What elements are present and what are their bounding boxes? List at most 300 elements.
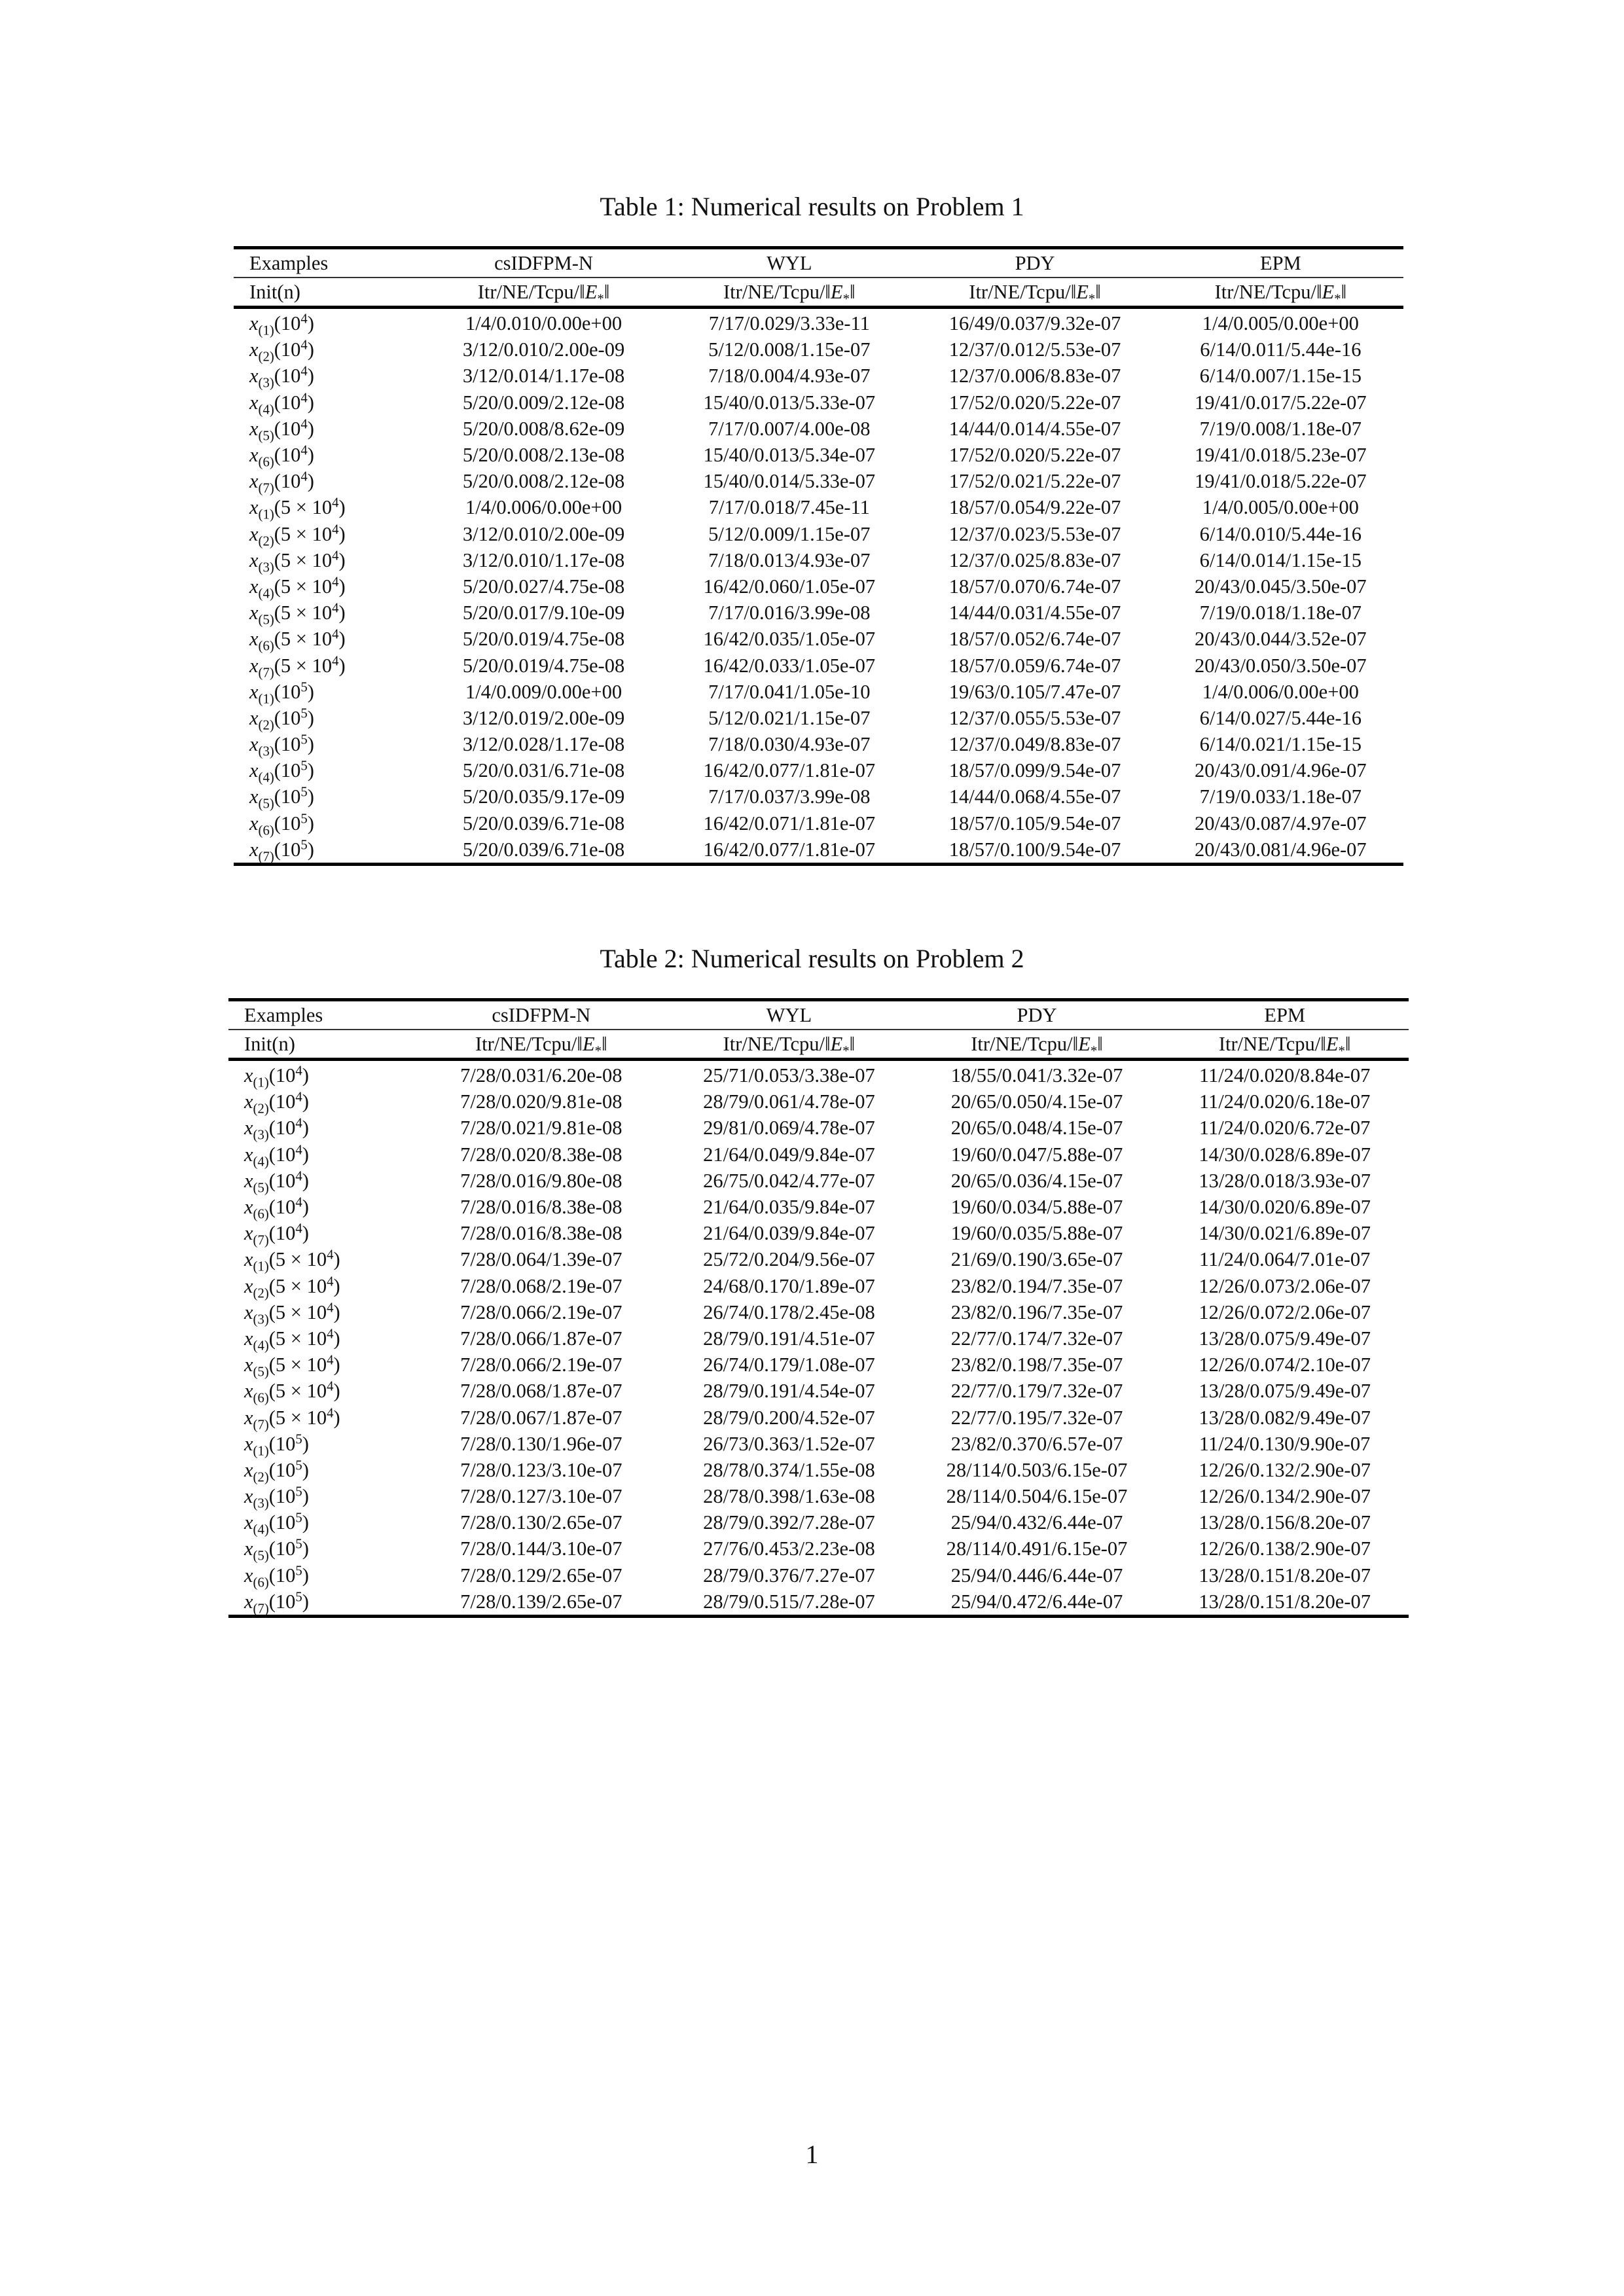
header-metric-label: Itr/$NE/Tcpu/‖E_*‖$ — [665, 1030, 913, 1060]
result-cell-csidfpm-n: 5/20/0.031/6.71e-08 — [462, 759, 625, 782]
result-cell-pdy: 18/57/0.099/9.54e-07 — [948, 759, 1121, 782]
init-point-index: (1) — [258, 691, 274, 706]
table-row — [234, 626, 1403, 652]
result-cell-pdy: 18/57/0.059/6.74e-07 — [948, 654, 1121, 677]
header-method-wyl: WYL — [665, 1000, 913, 1030]
init-point-cell: $x_{(6)}(5 \times 10^4)$ — [249, 627, 346, 654]
dimension-exponent: 5 — [295, 1590, 302, 1605]
result-cell-csidfpm-n: 3/12/0.019/2.00e-09 — [462, 706, 625, 729]
init-point-index: (2) — [253, 1285, 269, 1300]
result-cell-pdy: 14/44/0.031/4.55e-07 — [948, 601, 1121, 624]
dimension-multiplier: 5 × — [275, 1274, 307, 1297]
table-row — [228, 1588, 1409, 1617]
init-point-symbol: x — [249, 680, 259, 703]
init-point-index-value: 3 — [262, 560, 270, 575]
result-cell-pdy: 17/52/0.021/5.22e-07 — [948, 470, 1121, 493]
result-cell-csidfpm-n: 7/28/0.068/2.19e-07 — [460, 1274, 623, 1297]
result-cell-wyl: 25/72/0.204/9.56e-07 — [703, 1248, 875, 1271]
table-row — [234, 731, 1403, 757]
init-point-index: (1) — [253, 1075, 269, 1090]
header-init-n: Init(n) — [228, 1030, 417, 1060]
metric-norm-subscript: * — [1090, 1044, 1098, 1059]
result-cell-csidfpm-n: 3/12/0.010/2.00e-09 — [462, 338, 625, 361]
init-point-cell: $x_{(3)}(5 \times 10^4)$ — [244, 1300, 340, 1327]
init-point-cell: $x_{(2)}(10^4)$ — [244, 1090, 309, 1117]
init-point-cell: $x_{(1)}(5 \times 10^4)$ — [244, 1248, 340, 1274]
result-cell-epm: 13/28/0.156/8.20e-07 — [1199, 1511, 1371, 1534]
init-point-index-value: 2 — [262, 533, 270, 548]
result-cell-pdy: 21/69/0.190/3.65e-07 — [950, 1248, 1123, 1271]
init-point-index: (4) — [258, 586, 274, 601]
init-point-index-value: 2 — [257, 1102, 264, 1117]
init-point-symbol: x — [244, 1354, 253, 1376]
dimension-base: 10 — [306, 1327, 327, 1350]
dimension-exponent: 4 — [295, 1169, 302, 1184]
init-point-symbol: x — [249, 470, 259, 493]
init-point-index-value: 7 — [262, 665, 270, 680]
init-point-cell: $x_{(3)}(10^4)$ — [244, 1117, 309, 1143]
table-row — [234, 416, 1403, 442]
dimension-exponent: 4 — [295, 1221, 302, 1236]
result-cell-epm: 11/24/0.020/8.84e-07 — [1199, 1064, 1371, 1087]
result-cell-epm: 6/14/0.010/5.44e-16 — [1199, 522, 1362, 545]
header-row-metrics — [228, 1030, 1409, 1060]
table-row — [234, 783, 1403, 810]
result-cell-epm: 7/19/0.018/1.18e-07 — [1199, 601, 1362, 624]
result-cell-pdy: 28/114/0.503/6.15e-07 — [946, 1458, 1128, 1481]
result-cell-wyl: 28/79/0.191/4.54e-07 — [703, 1380, 875, 1403]
dimension-multiplier: 5 × — [280, 628, 312, 651]
result-cell-pdy: 12/37/0.025/8.83e-07 — [948, 548, 1121, 571]
init-point-index-value: 5 — [257, 1365, 264, 1380]
result-cell-wyl: 5/12/0.008/1.15e-07 — [708, 338, 871, 361]
header-metric-label: Itr/$NE/Tcpu/‖E_*‖$ — [913, 1030, 1161, 1060]
result-cell-epm: 6/14/0.011/5.44e-16 — [1200, 338, 1362, 361]
result-cell-csidfpm-n: 7/28/0.020/8.38e-08 — [460, 1143, 623, 1166]
metric-norm-subscript: * — [842, 1044, 850, 1059]
init-point-symbol: x — [249, 759, 259, 782]
result-cell-pdy: 28/114/0.491/6.15e-07 — [946, 1537, 1128, 1560]
result-cell-pdy: 18/57/0.105/9.54e-07 — [948, 812, 1121, 834]
result-cell-pdy: 12/37/0.023/5.53e-07 — [948, 522, 1121, 545]
metric-norm-subscript: * — [1334, 292, 1341, 307]
init-point-index-value: 1 — [257, 1259, 264, 1274]
result-cell-epm: 1/4/0.006/0.00e+00 — [1202, 680, 1359, 703]
init-point-cell: $x_{(7)}(5 \times 10^4)$ — [249, 654, 346, 680]
table-1-numerical-results-problem-1 — [234, 246, 1403, 866]
init-point-symbol: x — [249, 391, 259, 414]
dimension-base: 10 — [275, 1169, 296, 1192]
result-cell-wyl: 7/17/0.018/7.45e-11 — [708, 496, 870, 519]
result-cell-csidfpm-n: 7/28/0.066/2.19e-07 — [460, 1354, 623, 1376]
header-init-n: Init(n) — [234, 278, 421, 308]
table-row — [234, 468, 1403, 494]
init-point-index: (5) — [253, 1549, 269, 1564]
result-cell-epm: 1/4/0.005/0.00e+00 — [1202, 312, 1359, 335]
result-cell-csidfpm-n: 7/28/0.067/1.87e-07 — [460, 1406, 623, 1429]
result-cell-csidfpm-n: 5/20/0.008/8.62e-09 — [462, 417, 625, 440]
result-cell-epm: 13/28/0.018/3.93e-07 — [1199, 1169, 1371, 1192]
result-cell-csidfpm-n: 5/20/0.039/6.71e-08 — [421, 836, 666, 865]
result-cell-wyl: 15/40/0.013/5.33e-07 — [703, 391, 876, 414]
init-point-symbol: x — [244, 1564, 253, 1587]
init-point-cell: $x_{(4)}(10^5)$ — [249, 759, 314, 785]
init-point-index: (3) — [253, 1496, 269, 1511]
table-row — [228, 1088, 1409, 1115]
result-cell-wyl: 7/17/0.007/4.00e-08 — [708, 417, 871, 440]
result-cell-csidfpm-n: 3/12/0.028/1.17e-08 — [462, 733, 625, 756]
dimension-multiplier: 5 × — [280, 654, 312, 677]
result-cell-pdy: 19/60/0.047/5.88e-07 — [950, 1143, 1123, 1166]
init-point-index: (6) — [253, 1575, 269, 1590]
result-cell-csidfpm-n: 5/20/0.009/2.12e-08 — [462, 391, 625, 414]
init-point-symbol: x — [244, 1222, 253, 1245]
init-point-cell: $x_{(1)}(10^4)$ — [249, 312, 314, 338]
init-point-index-value: 2 — [257, 1470, 264, 1485]
init-point-index: (3) — [253, 1128, 269, 1143]
init-point-index: (7) — [253, 1602, 269, 1617]
table-row — [234, 547, 1403, 573]
table-2-caption: Table 2: Numerical results on Problem 2 — [600, 944, 1024, 973]
result-cell-wyl: 21/64/0.049/9.84e-07 — [703, 1143, 875, 1166]
result-cell-epm: 13/28/0.082/9.49e-07 — [1199, 1406, 1371, 1429]
init-point-index-value: 6 — [262, 823, 270, 838]
table-row — [228, 1457, 1409, 1483]
result-cell-csidfpm-n: 7/28/0.130/2.65e-07 — [460, 1511, 623, 1534]
dimension-exponent: 5 — [295, 1432, 302, 1447]
init-point-cell: $x_{(5)}(5 \times 10^4)$ — [249, 601, 346, 628]
init-point-index-value: 5 — [262, 429, 270, 444]
metric-label-prefix: Itr/NE/Tcpu/ — [477, 281, 580, 303]
metric-norm-symbol: E — [585, 281, 598, 303]
dimension-multiplier: 5 × — [280, 496, 312, 519]
dimension-exponent: 4 — [332, 548, 339, 564]
dimension-base: 10 — [280, 391, 301, 414]
dimension-exponent: 4 — [295, 1090, 302, 1105]
dimension-exponent: 4 — [295, 1195, 302, 1210]
result-cell-pdy: 18/57/0.054/9.22e-07 — [948, 496, 1121, 519]
header-method-epm: EPM — [1158, 248, 1403, 278]
init-point-index: (7) — [253, 1417, 269, 1432]
dimension-multiplier: 5 × — [280, 601, 312, 624]
metric-label-prefix: Itr/NE/Tcpu/ — [723, 1033, 825, 1055]
init-point-index: (4) — [253, 1522, 269, 1537]
header-examples: Examples — [228, 1000, 417, 1030]
dimension-exponent: 4 — [300, 417, 308, 432]
result-cell-wyl: 21/64/0.035/9.84e-07 — [703, 1196, 875, 1219]
init-point-symbol: x — [244, 1380, 253, 1403]
dimension-exponent: 5 — [300, 759, 308, 774]
metric-label-prefix: Itr/NE/Tcpu/ — [1214, 281, 1316, 303]
init-point-cell: $x_{(1)}(10^4)$ — [244, 1064, 309, 1090]
result-cell-pdy: 19/60/0.035/5.88e-07 — [950, 1222, 1123, 1245]
init-point-index: (4) — [258, 402, 274, 417]
dimension-exponent: 4 — [332, 601, 339, 616]
init-point-index: (1) — [258, 323, 274, 338]
result-cell-wyl: 28/79/0.200/4.52e-07 — [703, 1406, 875, 1429]
init-point-index: (6) — [253, 1391, 269, 1406]
result-cell-csidfpm-n: 1/4/0.006/0.00e+00 — [465, 496, 623, 519]
table-row — [234, 652, 1403, 678]
dimension-exponent: 4 — [332, 496, 339, 511]
dimension-base: 10 — [306, 1300, 327, 1323]
init-point-index-value: 3 — [262, 744, 270, 759]
init-point-symbol: x — [249, 365, 259, 387]
dimension-exponent: 4 — [327, 1327, 334, 1342]
dimension-exponent: 4 — [295, 1143, 302, 1158]
init-point-index: (4) — [253, 1154, 269, 1169]
header-metric-label: Itr/$NE/Tcpu/‖E_*‖$ — [912, 278, 1157, 308]
init-point-index-value: 6 — [262, 455, 270, 470]
result-cell-pdy: 25/94/0.432/6.44e-07 — [950, 1511, 1123, 1534]
result-cell-csidfpm-n: 5/20/0.039/6.71e-08 — [462, 812, 625, 834]
result-cell-csidfpm-n: 7/28/0.127/3.10e-07 — [460, 1485, 623, 1508]
init-point-cell: $x_{(1)}(10^5)$ — [244, 1432, 309, 1458]
result-cell-wyl: 16/42/0.033/1.05e-07 — [703, 654, 876, 677]
dimension-base: 10 — [312, 522, 333, 545]
dimension-exponent: 4 — [327, 1406, 334, 1421]
metric-label-prefix: Itr/NE/Tcpu/ — [971, 1033, 1073, 1055]
init-point-symbol: x — [244, 1143, 253, 1166]
result-cell-csidfpm-n: 5/20/0.017/9.10e-09 — [462, 601, 625, 624]
dimension-base: 10 — [280, 733, 301, 756]
init-point-index: (5) — [258, 429, 274, 444]
result-cell-pdy: 22/77/0.174/7.32e-07 — [950, 1327, 1123, 1350]
metric-label-prefix: Itr/NE/Tcpu/ — [475, 1033, 577, 1055]
init-point-index: (7) — [258, 665, 274, 680]
table-row — [234, 810, 1403, 836]
init-point-symbol: x — [249, 628, 259, 651]
dimension-multiplier: 5 × — [275, 1327, 307, 1350]
dimension-base: 10 — [275, 1222, 296, 1245]
dimension-base: 10 — [275, 1432, 296, 1455]
init-point-index: (5) — [253, 1181, 269, 1196]
dimension-exponent: 4 — [327, 1248, 334, 1263]
init-point-cell: $x_{(3)}(5 \times 10^4)$ — [249, 548, 346, 575]
result-cell-wyl: 25/71/0.053/3.38e-07 — [703, 1064, 875, 1087]
result-cell-epm: 12/26/0.134/2.90e-07 — [1199, 1485, 1371, 1508]
result-cell-epm: 6/14/0.007/1.15e-15 — [1199, 365, 1362, 387]
header-metric-label: Itr/$NE/Tcpu/‖E_*‖$ — [417, 1030, 665, 1060]
result-cell-pdy: 17/52/0.020/5.22e-07 — [948, 391, 1121, 414]
dimension-base: 10 — [275, 1064, 296, 1087]
init-point-index-value: 6 — [257, 1207, 264, 1222]
init-point-index-value: 1 — [262, 507, 270, 522]
result-cell-csidfpm-n: 7/28/0.016/8.38e-08 — [460, 1222, 623, 1245]
init-point-index-value: 1 — [257, 1075, 264, 1090]
result-cell-wyl: 7/17/0.029/3.33e-11 — [708, 312, 870, 335]
result-cell-csidfpm-n: 7/28/0.130/1.96e-07 — [460, 1432, 623, 1455]
result-cell-wyl: 26/74/0.179/1.08e-07 — [703, 1354, 875, 1376]
result-cell-epm: 14/30/0.028/6.89e-07 — [1199, 1143, 1371, 1166]
dimension-exponent: 5 — [295, 1564, 302, 1579]
result-cell-csidfpm-n: 1/4/0.010/0.00e+00 — [465, 312, 623, 335]
result-cell-csidfpm-n: 7/28/0.031/6.20e-08 — [460, 1064, 623, 1087]
init-point-symbol: x — [249, 812, 259, 834]
init-point-index-value: 5 — [257, 1181, 264, 1196]
result-cell-pdy: 12/37/0.006/8.83e-07 — [948, 365, 1121, 387]
init-point-index: (2) — [253, 1470, 269, 1485]
result-cell-epm: 6/14/0.021/1.15e-15 — [1199, 733, 1362, 756]
dimension-base: 10 — [275, 1511, 296, 1534]
table-row — [234, 600, 1403, 626]
init-point-cell: $x_{(7)}(10^5)$ — [234, 836, 421, 865]
result-cell-pdy: 18/57/0.100/9.54e-07 — [912, 836, 1157, 865]
dimension-exponent: 4 — [332, 522, 339, 537]
init-point-symbol: x — [244, 1327, 253, 1350]
result-cell-wyl: 7/18/0.004/4.93e-07 — [708, 365, 871, 387]
result-cell-wyl: 29/81/0.069/4.78e-07 — [703, 1117, 875, 1139]
metric-norm-subscript: * — [1338, 1044, 1345, 1059]
init-point-symbol: x — [244, 1485, 253, 1508]
result-cell-pdy: 12/37/0.012/5.53e-07 — [948, 338, 1121, 361]
init-point-index: (7) — [258, 481, 274, 496]
result-cell-epm: 13/28/0.075/9.49e-07 — [1199, 1380, 1371, 1403]
init-point-index: (6) — [258, 455, 274, 470]
table-row — [228, 1378, 1409, 1404]
result-cell-wyl: 7/17/0.016/3.99e-08 — [708, 601, 871, 624]
init-point-index: (4) — [253, 1338, 269, 1354]
init-point-symbol: x — [244, 1248, 253, 1271]
result-cell-wyl: 5/12/0.021/1.15e-07 — [708, 706, 871, 729]
dimension-base: 10 — [275, 1090, 296, 1113]
result-cell-epm: 14/30/0.020/6.89e-07 — [1199, 1196, 1371, 1219]
init-point-index: (3) — [253, 1312, 269, 1327]
result-cell-pdy: 22/77/0.179/7.32e-07 — [950, 1380, 1123, 1403]
init-point-index-value: 4 — [257, 1154, 264, 1169]
dimension-base: 10 — [306, 1248, 327, 1271]
table-row — [228, 1352, 1409, 1378]
table-row — [234, 494, 1403, 520]
dimension-multiplier: 5 × — [275, 1248, 307, 1271]
result-cell-wyl: 16/42/0.077/1.81e-07 — [703, 759, 876, 782]
init-point-index-value: 4 — [257, 1522, 264, 1537]
init-point-index-value: 2 — [262, 718, 270, 733]
result-cell-csidfpm-n: 5/20/0.008/2.12e-08 — [462, 470, 625, 493]
header-row-methods — [234, 248, 1403, 278]
dimension-base: 10 — [312, 628, 333, 651]
dimension-exponent: 4 — [300, 391, 308, 406]
init-point-index-value: 5 — [262, 797, 270, 812]
result-cell-pdy: 20/65/0.048/4.15e-07 — [950, 1117, 1123, 1139]
init-point-index-value: 4 — [262, 770, 270, 785]
init-point-symbol: x — [249, 338, 259, 361]
init-point-cell: $x_{(2)}(10^5)$ — [249, 706, 314, 733]
init-point-index-value: 1 — [262, 691, 270, 706]
table-row — [228, 1535, 1409, 1562]
init-point-symbol: x — [244, 1274, 253, 1297]
init-point-cell: $x_{(1)}(5 \times 10^4)$ — [249, 496, 346, 522]
metric-label-prefix: Itr/NE/Tcpu/ — [969, 281, 1071, 303]
table-row — [228, 1483, 1409, 1509]
dimension-exponent: 4 — [327, 1353, 334, 1368]
table-row — [228, 1404, 1409, 1430]
dimension-base: 10 — [312, 654, 333, 677]
result-cell-wyl: 16/42/0.060/1.05e-07 — [703, 575, 876, 598]
metric-norm-symbol: E — [1078, 1033, 1091, 1055]
init-point-symbol: x — [249, 733, 259, 756]
table-row — [228, 1431, 1409, 1457]
result-cell-csidfpm-n: 5/20/0.035/9.17e-09 — [462, 785, 625, 808]
result-cell-epm: 20/43/0.081/4.96e-07 — [1158, 836, 1403, 865]
result-cell-wyl: 28/79/0.061/4.78e-07 — [703, 1090, 875, 1113]
header-row-metrics — [234, 278, 1403, 308]
table-row — [234, 573, 1403, 600]
init-point-cell: $x_{(6)}(5 \times 10^4)$ — [244, 1379, 340, 1406]
init-point-symbol: x — [249, 601, 259, 624]
init-point-index-value: 3 — [257, 1312, 264, 1327]
init-point-symbol: x — [249, 706, 259, 729]
init-point-index: (7) — [253, 1233, 269, 1248]
init-point-symbol: x — [244, 1458, 253, 1481]
result-cell-epm: 19/41/0.018/5.22e-07 — [1195, 470, 1367, 493]
init-point-cell: $x_{(6)}(10^5)$ — [249, 812, 314, 838]
init-point-index-value: 3 — [262, 376, 270, 391]
result-cell-wyl: 7/17/0.037/3.99e-08 — [708, 785, 871, 808]
result-cell-wyl: 28/79/0.392/7.28e-07 — [703, 1511, 875, 1534]
result-cell-pdy: 19/60/0.034/5.88e-07 — [950, 1196, 1123, 1219]
dimension-exponent: 5 — [300, 732, 308, 747]
result-cell-epm: 12/26/0.074/2.10e-07 — [1199, 1354, 1371, 1376]
table-1-caption: Table 1: Numerical results on Problem 1 — [600, 192, 1024, 221]
header-method-wyl: WYL — [666, 248, 912, 278]
init-point-index-value: 1 — [257, 1443, 264, 1458]
result-cell-wyl: 24/68/0.170/1.89e-07 — [703, 1274, 875, 1297]
dimension-multiplier: 5 × — [275, 1354, 307, 1376]
dimension-base: 10 — [306, 1274, 327, 1297]
dimension-base: 10 — [280, 312, 301, 335]
result-cell-csidfpm-n: 5/20/0.019/4.75e-08 — [462, 628, 625, 651]
result-cell-pdy: 17/52/0.020/5.22e-07 — [948, 444, 1121, 467]
init-point-index-value: 4 — [262, 586, 270, 601]
table-row — [234, 442, 1403, 468]
dimension-exponent: 5 — [300, 838, 308, 853]
metric-norm-symbol: E — [831, 281, 843, 303]
table-row — [228, 1325, 1409, 1352]
result-cell-pdy: 18/57/0.070/6.74e-07 — [948, 575, 1121, 598]
table-row — [234, 363, 1403, 389]
header-method-pdy: PDY — [913, 1000, 1161, 1030]
init-point-index: (6) — [258, 639, 274, 654]
init-point-index: (4) — [258, 770, 274, 785]
header-method-epm: EPM — [1161, 1000, 1409, 1030]
init-point-index: (5) — [258, 613, 274, 628]
init-point-index: (5) — [253, 1365, 269, 1380]
table-row — [234, 521, 1403, 547]
result-cell-csidfpm-n: 3/12/0.014/1.17e-08 — [462, 365, 625, 387]
result-cell-epm: 12/26/0.138/2.90e-07 — [1199, 1537, 1371, 1560]
init-point-cell: $x_{(5)}(5 \times 10^4)$ — [244, 1353, 340, 1380]
dimension-exponent: 5 — [300, 812, 308, 827]
result-cell-csidfpm-n: 5/20/0.019/4.75e-08 — [462, 654, 625, 677]
init-point-cell: $x_{(4)}(5 \times 10^4)$ — [244, 1327, 340, 1354]
dimension-exponent: 4 — [300, 365, 308, 380]
init-point-index-value: 7 — [262, 481, 270, 496]
result-cell-wyl: 28/78/0.398/1.63e-08 — [703, 1485, 875, 1508]
result-cell-epm: 6/14/0.014/1.15e-15 — [1199, 548, 1362, 571]
dimension-base: 10 — [306, 1380, 327, 1403]
header-metric-label: Itr/$NE/Tcpu/‖E_*‖$ — [666, 278, 912, 308]
init-point-cell: $x_{(5)}(10^4)$ — [249, 417, 314, 444]
dimension-base: 10 — [312, 601, 333, 624]
dimension-base: 10 — [280, 470, 301, 493]
init-point-cell: $x_{(2)}(5 \times 10^4)$ — [244, 1274, 340, 1300]
dimension-base: 10 — [275, 1196, 296, 1219]
result-cell-wyl: 15/40/0.013/5.34e-07 — [703, 444, 876, 467]
init-point-cell: $x_{(1)}(10^5)$ — [249, 680, 314, 706]
table-row — [228, 1299, 1409, 1325]
header-row-methods — [228, 1000, 1409, 1030]
